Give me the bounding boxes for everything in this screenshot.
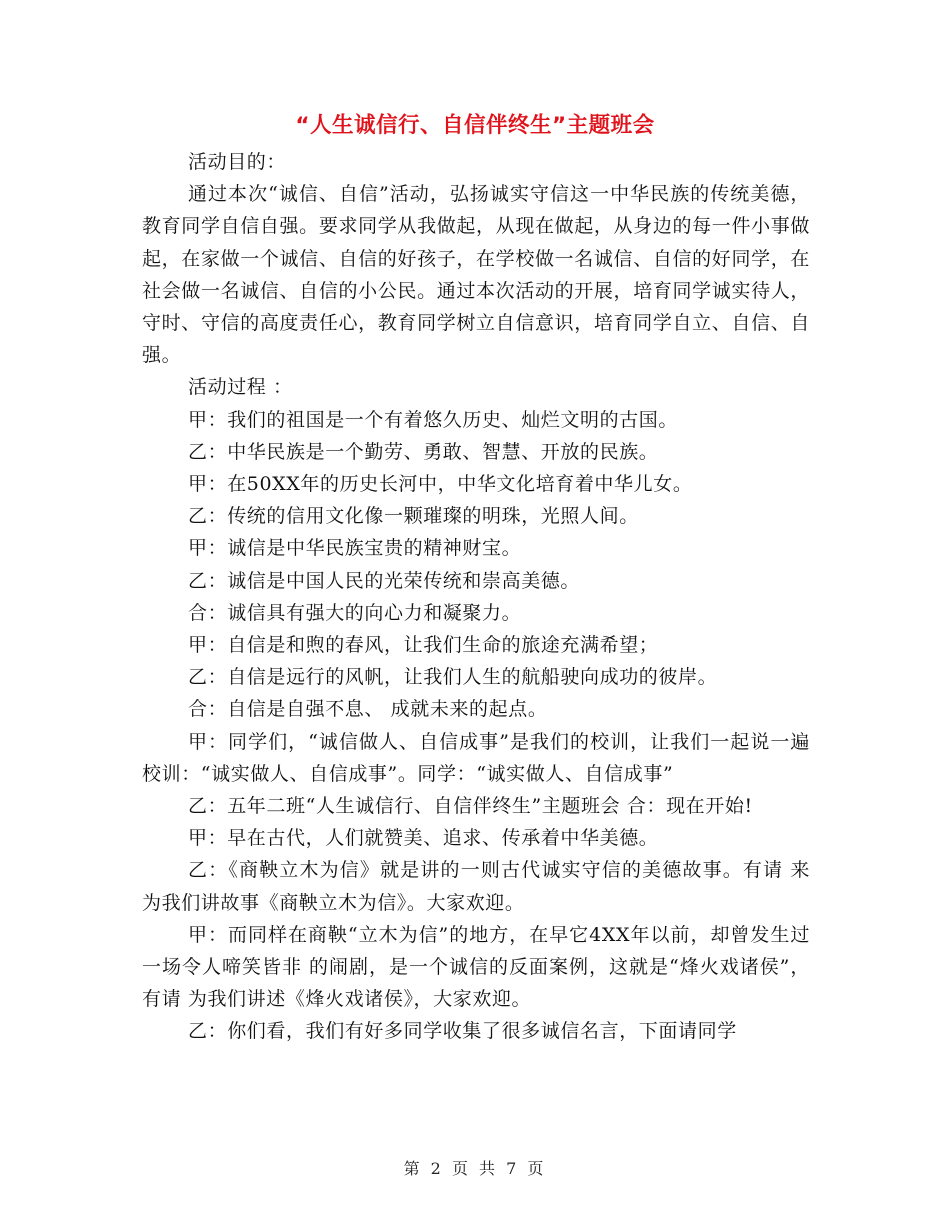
paragraph: 乙：你们看，我们有好多同学收集了很多诚信名言，下面请同学 — [188, 1020, 737, 1043]
paragraph: 甲：诚信是中华民族宝贵的精神财宝。 — [188, 537, 522, 560]
paragraph: 活动目的： — [188, 151, 287, 173]
paragraph: 甲：我们的祖国是一个有着悠久历史、灿烂文明的古国。 — [188, 408, 679, 431]
paragraph: 乙：《商鞅立木为信》就是讲的一则古代诚实守信的美德故事。有请 来为我们讲故事《商鞅立木为信》。大家欢迎。 — [142, 859, 810, 914]
paragraph: 合：诚信具有强大的向心力和凝聚力。 — [188, 601, 522, 624]
paragraph: 活动过程 ： — [188, 376, 293, 399]
paragraph: 乙：自信是远行的风帆，让我们人生的航船驶向成功的彼岸。 — [188, 666, 718, 689]
paragraph: 乙：五年二班“人生诚信行、自信伴终生”主题班会 合：现在开始! — [188, 795, 753, 818]
paragraph: 甲：同学们，“诚信做人、自信成事”是我们的校训，让我们一起说一遍校训：“诚实做人、自信成事”。同学：“诚实做人、自信成事” — [142, 730, 810, 785]
paragraph: 甲：在50XX年的历史长河中，中华文化培育着中华儿女。 — [188, 473, 693, 496]
paragraph: 乙：中华民族是一个勤劳、勇敢、智慧、开放的民族。 — [188, 440, 659, 463]
page-footer: 第 2 页 共 7 页 — [403, 1159, 547, 1178]
paragraph: 甲：而同样在商鞅“立木为信”的地方，在早它4XX年以前，却曾发生过一场令人啼笑皆非 的闹剧，是一个诚信的反面案例，这就是“烽火戏诸侯”，有请 为我们讲述《烽火戏诸侯》，大家欢迎。 — [142, 923, 810, 1011]
paragraph: 合：自信是自强不息、 成就未来的起点。 — [188, 698, 548, 721]
paragraph: 甲：早在古代，人们就赞美、追求、传承着中华美德。 — [188, 827, 659, 850]
paragraph: 乙：诚信是中国人民的光荣传统和崇高美德。 — [188, 569, 581, 592]
paragraph: 通过本次“诚信、自信”活动，弘扬诚实守信这一中华民族的传统美德，教育同学自信自强。要求同学从我做起，从现在做起，从身边的每一件小事做起，在家做一个诚信、自信的好孩子，在学校做一名诚信、自信的好同学，在社会做一名诚信、自信的小公民。通过本次活动的开展，培育同学诚实待人，守时、守信的高度责任心，教育同学树立自信意识，培育同学自立、自信、自强。 — [142, 183, 810, 367]
paragraph: 乙：传统的信用文化像一颗璀璨的明珠，光照人间。 — [188, 505, 639, 528]
document-body — [142, 146, 810, 1048]
paragraph: 甲：自信是和煦的春风，让我们生命的旅途充满希望； — [188, 634, 659, 657]
page-title: “人生诚信行、自信伴终生”主题班会 — [295, 113, 655, 138]
